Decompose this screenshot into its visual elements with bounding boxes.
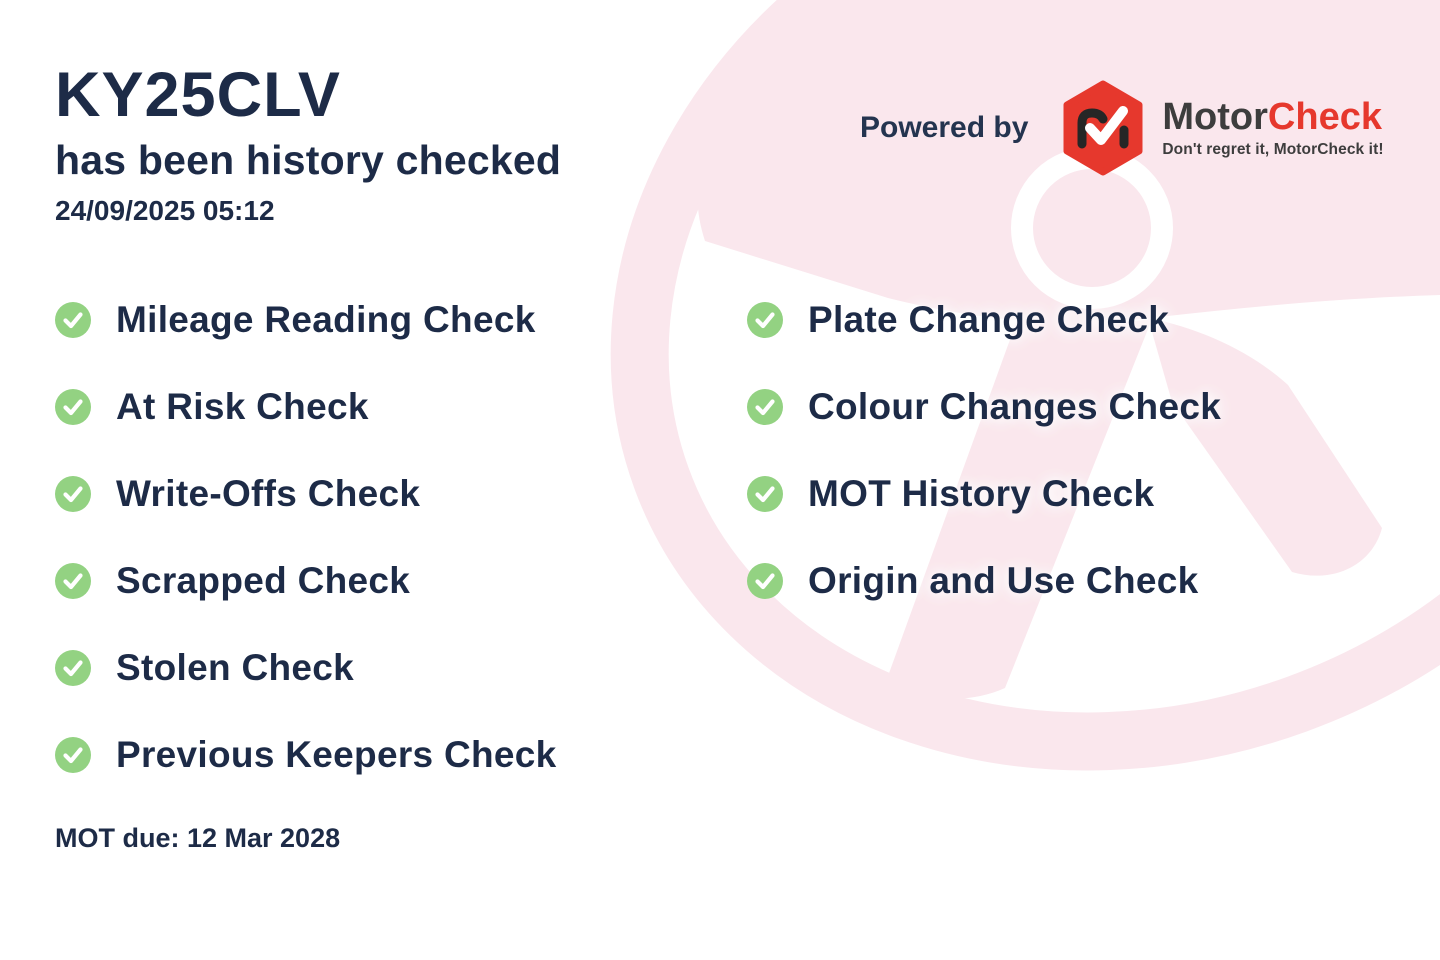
check-item-label: Plate Change Check <box>808 298 1170 340</box>
powered-by-block <box>860 80 1384 176</box>
checks-column-left <box>54 276 557 798</box>
check-item <box>54 363 557 450</box>
brand-name-motor: Motor <box>1162 95 1268 138</box>
header-subtitle: has been history checked <box>55 137 562 184</box>
header <box>55 62 561 225</box>
check-item <box>746 537 1221 624</box>
check-item-label: Stolen Check <box>116 646 354 688</box>
mot-due-date: MOT due: 12 Mar 2028 <box>55 823 341 853</box>
check-circle-icon <box>746 388 784 426</box>
check-item <box>746 450 1221 537</box>
check-item <box>746 276 1221 363</box>
brand-name <box>1162 95 1383 138</box>
checks-column-right <box>746 276 1221 624</box>
check-item-label: Scrapped Check <box>116 559 411 601</box>
check-item-label: Mileage Reading Check <box>116 298 536 340</box>
check-item <box>54 276 557 363</box>
check-circle-icon <box>54 301 92 339</box>
check-item-label: Origin and Use Check <box>808 559 1199 601</box>
check-item <box>746 363 1221 450</box>
check-circle-icon <box>746 475 784 513</box>
vehicle-registration: KY25CLV <box>55 60 341 130</box>
check-item <box>54 624 557 711</box>
check-circle-icon <box>54 475 92 513</box>
check-circle-icon <box>746 562 784 600</box>
check-item-label: Write-Offs Check <box>116 472 421 514</box>
check-item <box>54 537 557 624</box>
brand-name-check: Check <box>1267 95 1382 138</box>
check-circle-icon <box>54 736 92 774</box>
check-circle-icon <box>54 562 92 600</box>
brand-tagline: Don't regret it, MotorCheck it! <box>1162 140 1384 158</box>
brand-wordmark <box>1162 95 1384 159</box>
check-item <box>54 450 557 537</box>
powered-by-label: Powered by <box>860 111 1029 144</box>
check-item-label: At Risk Check <box>116 385 369 427</box>
check-circle-icon <box>54 388 92 426</box>
check-item-label: Colour Changes Check <box>808 385 1222 427</box>
check-circle-icon <box>746 301 784 339</box>
check-item-label: Previous Keepers Check <box>116 733 557 775</box>
check-circle-icon <box>54 649 92 687</box>
motorcheck-hexagon-logo-icon <box>1060 80 1146 176</box>
check-timestamp: 24/09/2025 05:12 <box>55 195 275 227</box>
check-item <box>54 711 557 798</box>
check-item-label: MOT History Check <box>808 472 1155 514</box>
